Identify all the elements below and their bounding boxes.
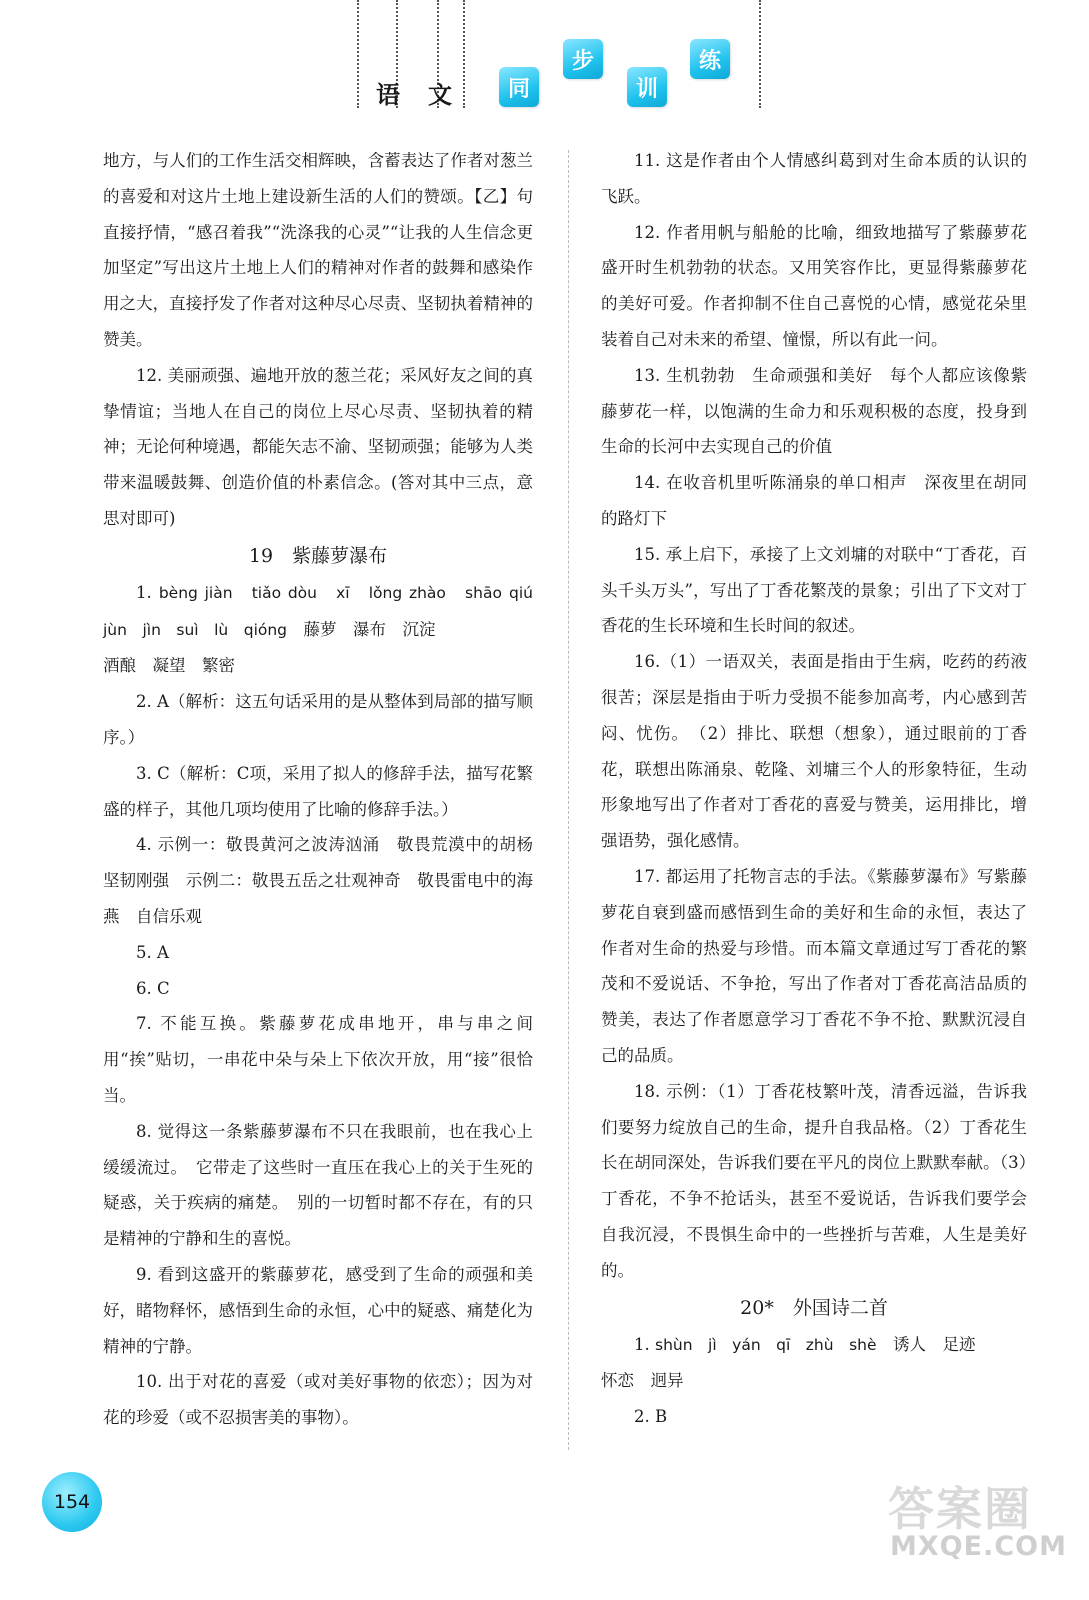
answer-2-20: 2. B [634, 1407, 668, 1427]
title-tile-tong: 同 [499, 67, 539, 107]
column-divider [568, 150, 569, 1450]
answer-18: 18. 示例：（1）丁香花枝繁叶茂，清香远溢，告诉我们要努力绽放自己的生命，提升自我品格。（2）丁香花生长在胡同深处，告诉我们要在平凡的岗位上默默奉献。（3）丁香花，不争不抢话头，甚至不爱说话，告诉我们要学会自我沉浸，不畏惧生命中的一些挫折与苦难，人生是美好的。 [601, 1081, 1027, 1280]
answer-1-pinyin-20 [601, 1327, 1027, 1364]
answer-6: 6. C [136, 978, 170, 998]
title-tile-xun: 训 [627, 67, 667, 107]
answer-1-words: 酒酿 凝望 繁密 [103, 656, 235, 676]
word-list: 藤萝 瀑布 沉淀 [287, 619, 436, 639]
page-number: 154 [42, 1472, 102, 1532]
answer-16: 16.（1）一语双关，表面是指由于生病，吃药的药液很苦；深层是指由于听力受损不能参加高考，内心感到苦闷、忧伤。 （2）排比、联想（想象），通过眼前的丁香花，联想出陈涌泉、乾隆、刘墉三个人的形象特征，生动形象地写出了作者对丁香花的喜爱与赞美，运用排比，增强语势，强化感情。 [601, 652, 1027, 851]
answer-number: 1. [634, 1334, 655, 1354]
header-rule [759, 0, 761, 108]
answer-5: 5. A [136, 942, 169, 962]
watermark-logo [888, 1473, 1068, 1563]
answer-3: 3. C（解析：C项，采用了拟人的修辞手法，描写花繁盛的样子，其他几项均使用了比喻的修辞手法。） [103, 763, 533, 819]
answer-12: 12. 美丽顽强、遍地开放的葱兰花；采风好友之间的真挚情谊；当地人在自己的岗位上尽心尽责、坚韧执着的精神；无论何种境遇，都能矢志不渝、坚韧顽强；能够为人类带来温暖鼓舞、创造价值的朴素信念。(答对其中三点，意思对即可) [103, 365, 533, 528]
answer-4: 4. 示例一：敬畏黄河之波涛汹涌 敬畏荒漠中的胡杨 坚韧刚强 示例二：敬畏五岳之壮观神奇 敬畏雷电中的海燕 自信乐观 [103, 835, 550, 926]
pinyin-line: shùn jì yán qī zhù shè [655, 1335, 877, 1354]
answer-1-pinyin [103, 575, 549, 649]
answer-17: 17. 都运用了托物言志的手法。《紫藤萝瀑布》写紫藤萝花自衰到盛而感悟到生命的美好和生命的永恒，表达了作者对生命的热爱与珍惜。而本篇文章通过写丁香花的繁茂和不爱说话、不争抢，写出了作者对丁香花高洁品质的赞美，表达了作者愿意学习丁香花不争不抢、默默沉浸自己的品质。 [601, 866, 1027, 1065]
title-tile-bu: 步 [563, 39, 603, 79]
subject-title: 语 文 [376, 80, 454, 109]
pinyin-line: qiú jùn jìn suì lù qióng [103, 583, 549, 639]
pinyin-line: bèng jiàn tiǎo dòu xī lǒng zhào shāo [158, 583, 502, 602]
right-column [601, 143, 1027, 1435]
section-title-20: 20* 外国诗二首 [740, 1296, 888, 1319]
header-rule [463, 0, 465, 108]
page-header [0, 0, 1089, 125]
word-list: 诱人 足迹 [876, 1334, 976, 1354]
answer-7: 7. 不能互换。紫藤萝花成串地开，串与串之间用“挨”贴切，一串花中朵与朵上下依次开放，用“接”很恰当。 [103, 1014, 533, 1105]
answer-13: 13. 生机勃勃 生命顽强和美好 每个人都应该像紫藤萝花一样，以饱满的生命力和乐观积极的态度，投身到生命的长河中去实现自己的价值 [601, 365, 1027, 457]
watermark-url: MXQE.COM [890, 1531, 1067, 1562]
answer-2: 2. A（解析：这五句话采用的是从整体到局部的描写顺序。） [103, 692, 533, 747]
answer-9: 9. 看到这盛开的紫藤萝花，感受到了生命的顽强和美好，睹物释怀，感悟到生命的永恒，心中的疑惑、痛楚化为精神的宁静。 [103, 1264, 533, 1356]
answer-11: 11. 这是作者由个人情感纠葛到对生命本质的认识的飞跃。 [601, 151, 1027, 206]
title-tile-lian: 练 [690, 39, 730, 79]
watermark-chars: 答案圈 [888, 1482, 1032, 1536]
answer-15: 15. 承上启下，承接了上文刘墉的对联中“丁香花，百头千头万头”，写出了丁香花繁茂的景象；引出了下文对丁香花的生长环境和生长时间的叙述。 [601, 544, 1027, 636]
answer-14: 14. 在收音机里听陈涌泉的单口相声 深夜里在胡同的路灯下 [601, 473, 1027, 528]
answer-1-words-20: 怀恋 迥异 [601, 1371, 684, 1391]
answer-number: 1. [136, 582, 159, 602]
answer-12b: 12. 作者用帆与船舱的比喻，细致地描写了紫藤萝花盛开时生机勃勃的状态。又用笑容作比，更显得紫藤萝花的美好可爱。作者抑制不住自己喜悦的心情，感觉花朵里装着自己对未来的希望、憧憬，所以有此一问。 [601, 222, 1027, 349]
answer-text: 地方，与人们的工作生活交相辉映，含蓄表达了作者对葱兰的喜爱和对这片土地上建设新生活的人们的赞颂。【乙】句直接抒情，“感召着我”“洗涤我的心灵”“让我的人生信念更加坚定”写出这片土地上人们的精神对作者的鼓舞和感染作用之大，直接抒发了作者对这种尽心尽责、坚韧执着精神的赞美。 [103, 151, 533, 349]
answer-8: 8. 觉得这一条紫藤萝瀑布不只在我眼前，也在我心上缓缓流过。 它带走了这些时一直压在我心上的关于生死的疑惑，关于疾病的痛楚。 别的一切暂时都不存在，有的只是精神的宁静和生的喜悦。 [103, 1121, 533, 1249]
left-column [103, 143, 550, 1436]
answer-10: 10. 出于对花的喜爱（或对美好事物的依恋）；因为对花的珍爱（或不忍损害美的事物）。 [103, 1372, 533, 1428]
header-rule [357, 0, 359, 108]
section-title-19: 19 紫藤萝瀑布 [248, 544, 388, 567]
